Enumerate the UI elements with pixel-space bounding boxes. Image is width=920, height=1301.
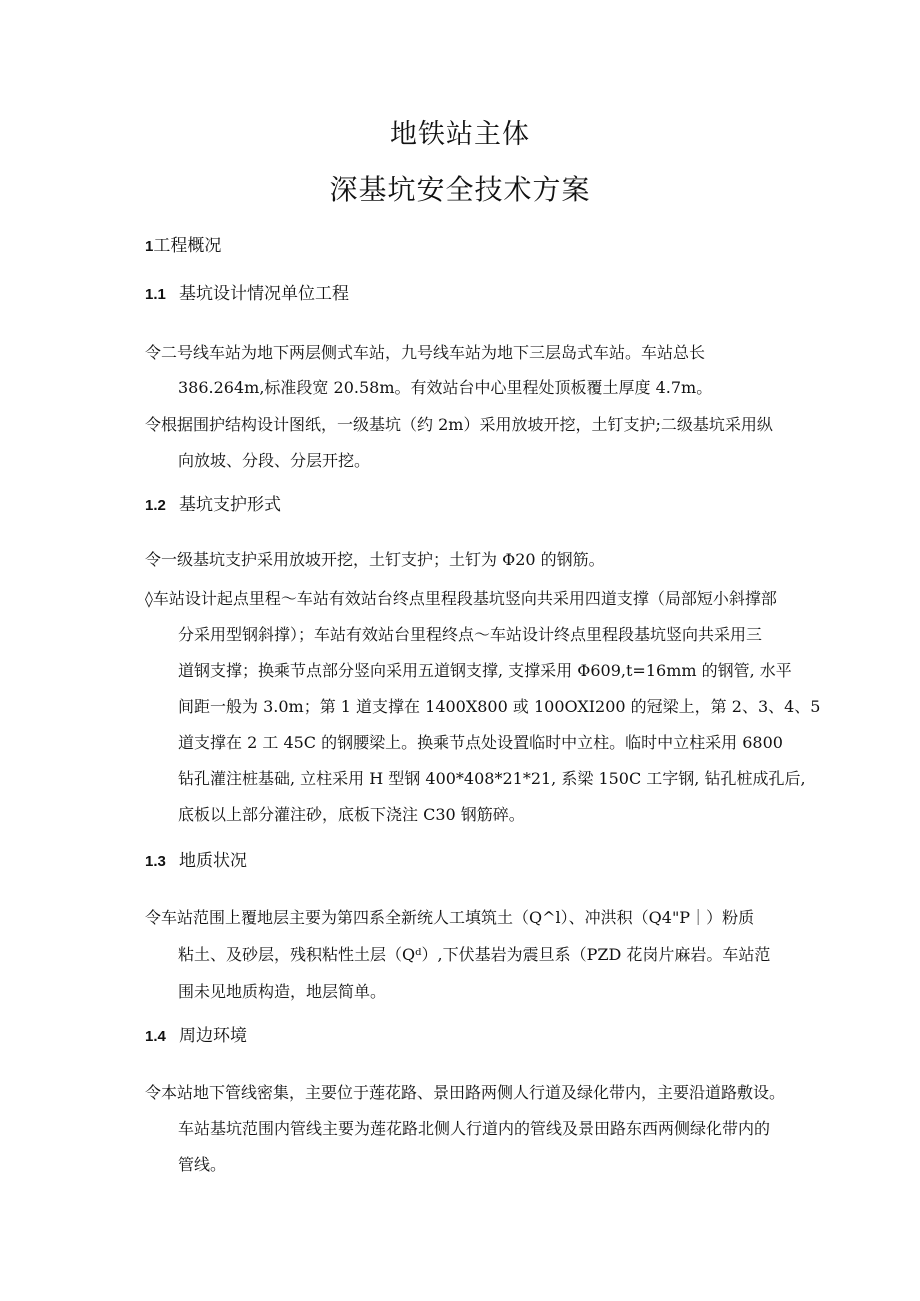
paragraph-line: 令二号线车站为地下两层侧式车站，九号线车站为地下三层岛式车站。车站总长 — [145, 343, 706, 362]
section-number: 1 — [145, 238, 154, 255]
document-title-line2: 深基坑安全技术方案 — [329, 173, 591, 206]
section-title: 基坑设计情况单位工程 — [179, 284, 349, 304]
paragraph-line: 车站基坑范围内管线主要为莲花路北侧人行道内的管线及景田路东西两侧绿化带内的 — [178, 1119, 771, 1138]
paragraph-line: 间距一般为 3.0m；第 1 道支撑在 1400X800 或 100OXI200 的冠梁上，第 2、3、4、5 — [178, 697, 821, 716]
paragraph-line: 令车站范围上覆地层主要为第四系全新统人工填筑土（Q^l）、冲洪积（Q4"P｜）粉质 — [145, 908, 755, 927]
paragraph-line: 道钢支撑；换乘节点部分竖向采用五道钢支撑, 支撑采用 Φ609,t=16mm 的钢管, 水平 — [178, 661, 792, 680]
paragraph-line: 向放坡、分段、分层开挖。 — [178, 451, 371, 470]
paragraph-line: 386.264m,标准段宽 20.58m。有效站台中心里程处顶板覆土厚度 4.7m。 — [178, 378, 713, 397]
paragraph-line: 令一级基坑支护采用放坡开挖，土钉支护；土钉为 Φ20 的钢筋。 — [145, 550, 605, 569]
paragraph-line: 底板以上部分灌注砂，底板下浇注 C30 钢筋碎。 — [178, 805, 525, 824]
paragraph-line: 围未见地质构造，地层简单。 — [178, 982, 387, 1001]
section-heading-1-1 — [145, 279, 349, 304]
section-heading-1 — [145, 231, 221, 256]
paragraph-line: 钻孔灌注桩基础, 立柱采用 H 型钢 400*408*21*21, 系梁 150C 工字钢, 钻孔桩成孔后, — [178, 769, 806, 788]
section-heading-1-3 — [145, 846, 247, 871]
section-number: 1.4 — [145, 1028, 166, 1045]
paragraph-line: 令根据围护结构设计图纸，一级基坑（约 2m）采用放坡开挖，土钉支护;二级基坑采用纵 — [145, 415, 773, 434]
section-heading-1-2 — [145, 490, 281, 515]
document-title-line1: 地铁站主体 — [390, 119, 530, 150]
section-number: 1.1 — [145, 286, 166, 303]
section-number: 1.3 — [145, 853, 166, 870]
section-title: 工程概况 — [153, 236, 222, 256]
paragraph-line: 管线。 — [178, 1155, 227, 1174]
section-title: 周边环境 — [179, 1026, 247, 1046]
paragraph-line: 道支撑在 2 工 45C 的钢腰梁上。换乘节点处设置临时中立柱。临时中立柱采用 6800 — [178, 733, 783, 752]
section-heading-1-4 — [145, 1021, 247, 1046]
paragraph-line: 令本站地下管线密集，主要位于莲花路、景田路两侧人行道及绿化带内，主要沿道路敷设。 — [145, 1083, 786, 1102]
section-number: 1.2 — [145, 497, 166, 514]
section-title: 基坑支护形式 — [179, 495, 281, 515]
paragraph-line: ◊车站设计起点里程～车站有效站台终点里程段基坑竖向共采用四道支撑（局部短小斜撑部 — [145, 589, 777, 608]
section-title: 地质状况 — [179, 851, 247, 871]
paragraph-line: 分采用型钢斜撑）；车站有效站台里程终点～车站设计终点里程段基坑竖向共采用三 — [178, 625, 763, 644]
paragraph-line: 粘土、及砂层，残积粘性土层（Qᵈ）,下伏基岩为震旦系（PZD 花岗片麻岩。车站范 — [178, 945, 771, 964]
